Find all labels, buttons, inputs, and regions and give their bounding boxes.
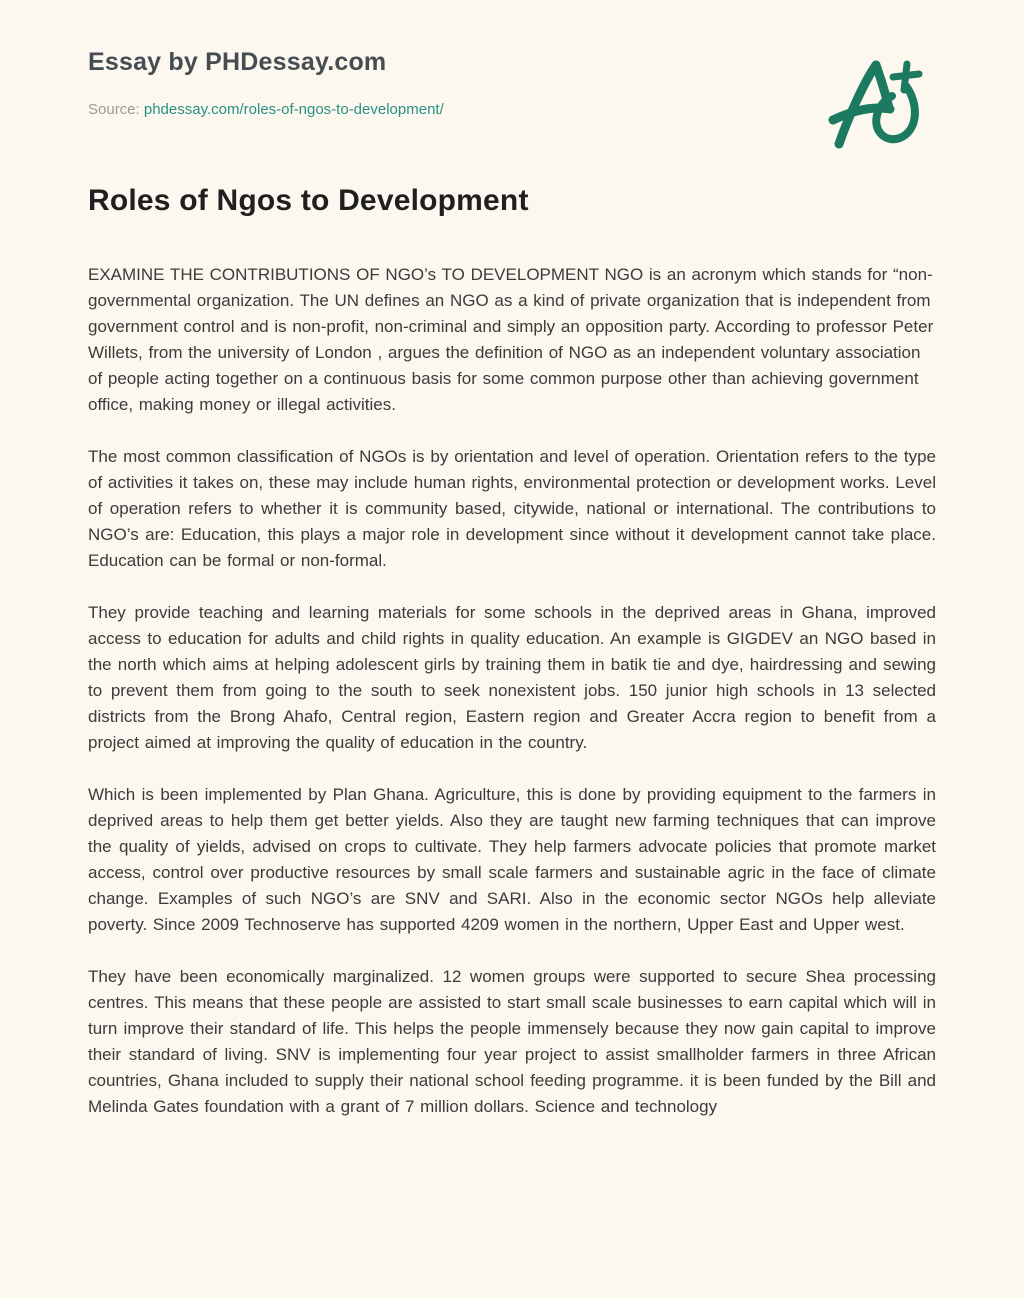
phdessay-a-plus-logo (826, 52, 926, 160)
essay-title: Roles of Ngos to Development (88, 184, 529, 217)
essay-paragraph: EXAMINE THE CONTRIBUTIONS OF NGO’s TO DEVELOPMENT NGO is an acronym which stands for “non-governmental organization. The UN defines an NGO as a kind of private organization that is independent from government control and is non-profit, non-criminal and simply an opposition party. According to professor Peter Willets, from the university of London , argues the definition of NGO as an independent voluntary association of people acting together on a continuous basis for some common purpose other than achieving government office, making money or illegal activities. (88, 265, 934, 414)
a-plus-logo-icon (826, 52, 926, 160)
essay-paragraph: They have been economically marginalized. 12 women groups were supported to secure Shea processing centres. This means that these people are assisted to start small scale businesses to earn capital which will in turn improve their standard of life. This helps the people immensely because they now gain capital to improve their standard of living. SNV is implementing four year project to assist smallholder farmers in three African countries, Ghana included to supply their national school feeding programme. it is been funded by the Bill and Melinda Gates foundation with a grant of 7 million dollars. Science and technology (88, 967, 936, 1116)
essay-paragraph: Which is been implemented by Plan Ghana. Agriculture, this is done by providing equipment to the farmers in deprived areas to help them get better yields. Also they are taught new farming techniques that can improve the quality of yields, advised on crops to cultivate. They help farmers advocate policies that promote market access, control over productive resources by small scale farmers and sustainable agric in the face of climate change. Examples of such NGO’s are SNV and SARI. Also in the economic sector NGOs help alleviate poverty. Since 2009 Technoserve has supported 4209 women in the northern, Upper East and Upper west. (88, 785, 936, 934)
essay-body (88, 262, 936, 1120)
essay-paragraph: The most common classification of NGOs is by orientation and level of operation. Orientation refers to the type of activities it takes on, these may include human rights, environmental protection or development works. Level of operation refers to whether it is community based, citywide, national or international. The contributions to NGO’s are: Education, this plays a major role in development since without it development cannot take place. Education can be formal or non-formal. (88, 447, 936, 570)
source-row (88, 101, 936, 118)
essay-paragraph: They provide teaching and learning materials for some schools in the deprived areas in Ghana, improved access to education for adults and child rights in quality education. An example is GIGDEV an NGO based in the north which aims at helping adolescent girls by training them in batik tie and dye, hairdressing and sewing to prevent them from going to the south to seek nonexistent jobs. 150 junior high schools in 13 selected districts from the Brong Ahafo, Central region, Eastern region and Greater Accra region to benefit from a project aimed at improving the quality of education in the country. (88, 603, 936, 752)
source-link[interactable]: phdessay.com/roles-of-ngos-to-development/ (143, 101, 444, 118)
source-label: Source: (88, 101, 140, 118)
site-title: Essay by PHDessay.com (88, 48, 387, 76)
